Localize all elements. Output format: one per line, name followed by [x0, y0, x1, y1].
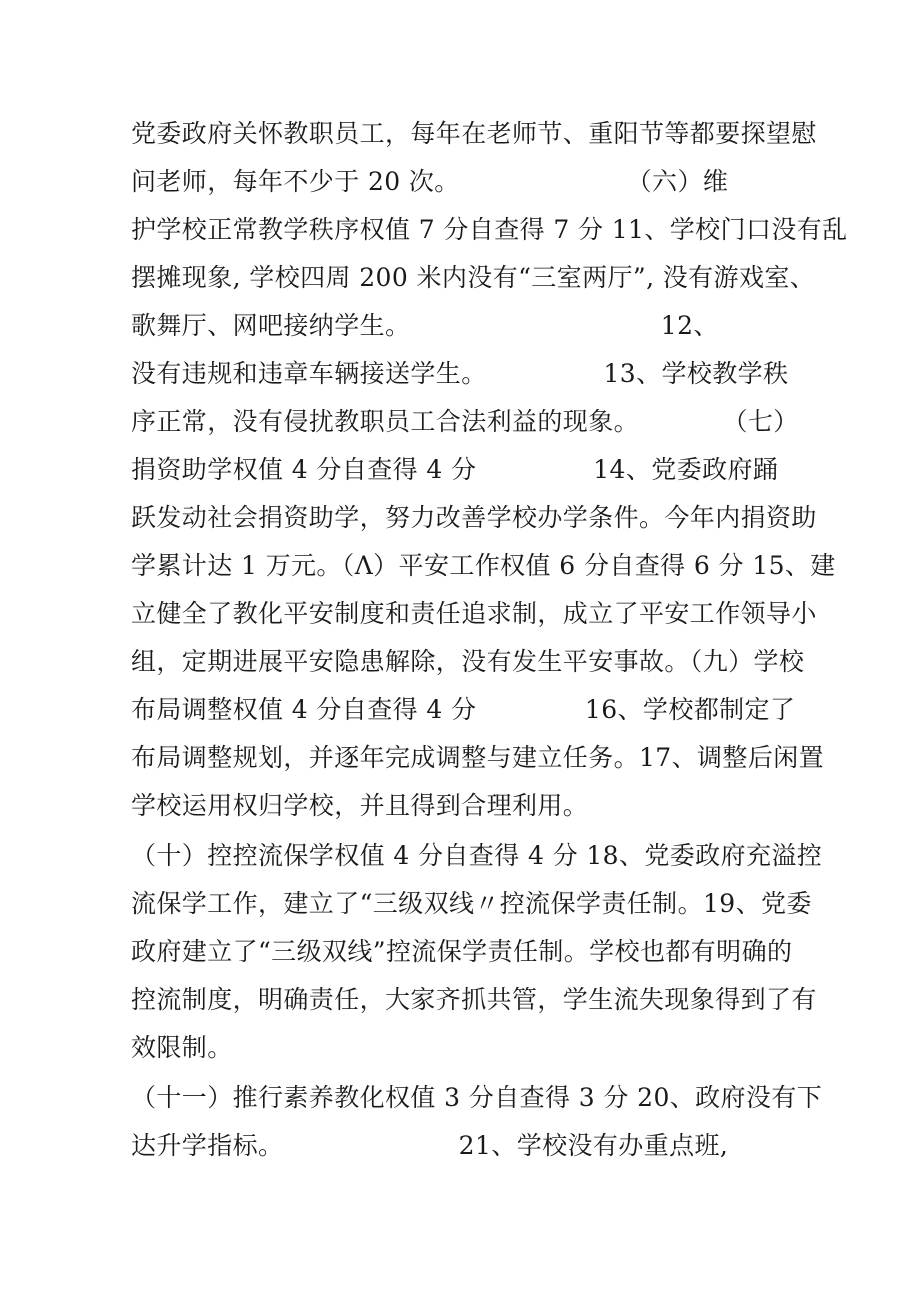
text-line: 达升学指标。 21、学校没有办重点班,	[131, 1131, 729, 1160]
text-line: 布局调整权值 4 分自查得 4 分 16、学校都制定了	[131, 695, 796, 724]
text-line: 流保学工作，建立了“三级双线〃控流保学责任制。19、党委	[131, 889, 812, 918]
text-line: （十一）推行素养教化权值 3 分自查得 3 分 20、政府没有下	[131, 1083, 823, 1112]
text-line: 歌舞厅、网吧接纳学生。 12、	[131, 311, 719, 340]
text-line: 效限制。	[131, 1033, 233, 1062]
text-line: 学校运用权归学校，并且得到合理利用。	[131, 791, 589, 820]
text-line: 护学校正常教学秩序权值 7 分自查得 7 分 11、学校门口没有乱	[131, 215, 848, 244]
text-line: 没有违规和违章车辆接送学生。 13、学校教学秩	[131, 359, 789, 388]
text-line: 布局调整规划，并逐年完成调整与建立任务。17、调整后闲置	[131, 743, 825, 772]
text-line: 学累计达 1 万元。（Λ）平安工作权值 6 分自查得 6 分 15、建	[131, 551, 836, 580]
text-line: 立健全了教化平安制度和责任追求制，成立了平安工作领导小	[131, 599, 817, 628]
text-line: 捐资助学权值 4 分自查得 4 分 14、党委政府踊	[131, 455, 779, 484]
text-line: 控流制度，明确责任，大家齐抓共管，学生流失现象得到了有	[131, 985, 817, 1014]
text-line: 政府建立了“三级双线”控流保学责任制。学校也都有明确的	[131, 937, 793, 966]
text-line: 跃发动社会捐资助学，努力改善学校办学条件。今年内捐资助	[131, 503, 817, 532]
text-line: 摆摊现象, 学校四周 200 米内没有“三室两厅”, 没有游戏室、	[131, 263, 816, 292]
text-line: 组，定期进展平安隐患解除，没有发生平安事故。（九）学校	[131, 647, 805, 676]
text-line: 序正常，没有侵扰教职员工合法利益的现象。 （七）	[131, 407, 799, 436]
text-line: 党委政府关怀教职员工，每年在老师节、重阳节等都要探望慰	[131, 119, 817, 148]
text-line: 问老师，每年不少于 20 次。 （六）维	[131, 167, 729, 196]
text-line: （十）控控流保学权值 4 分自查得 4 分 18、党委政府充溢控	[131, 841, 823, 870]
